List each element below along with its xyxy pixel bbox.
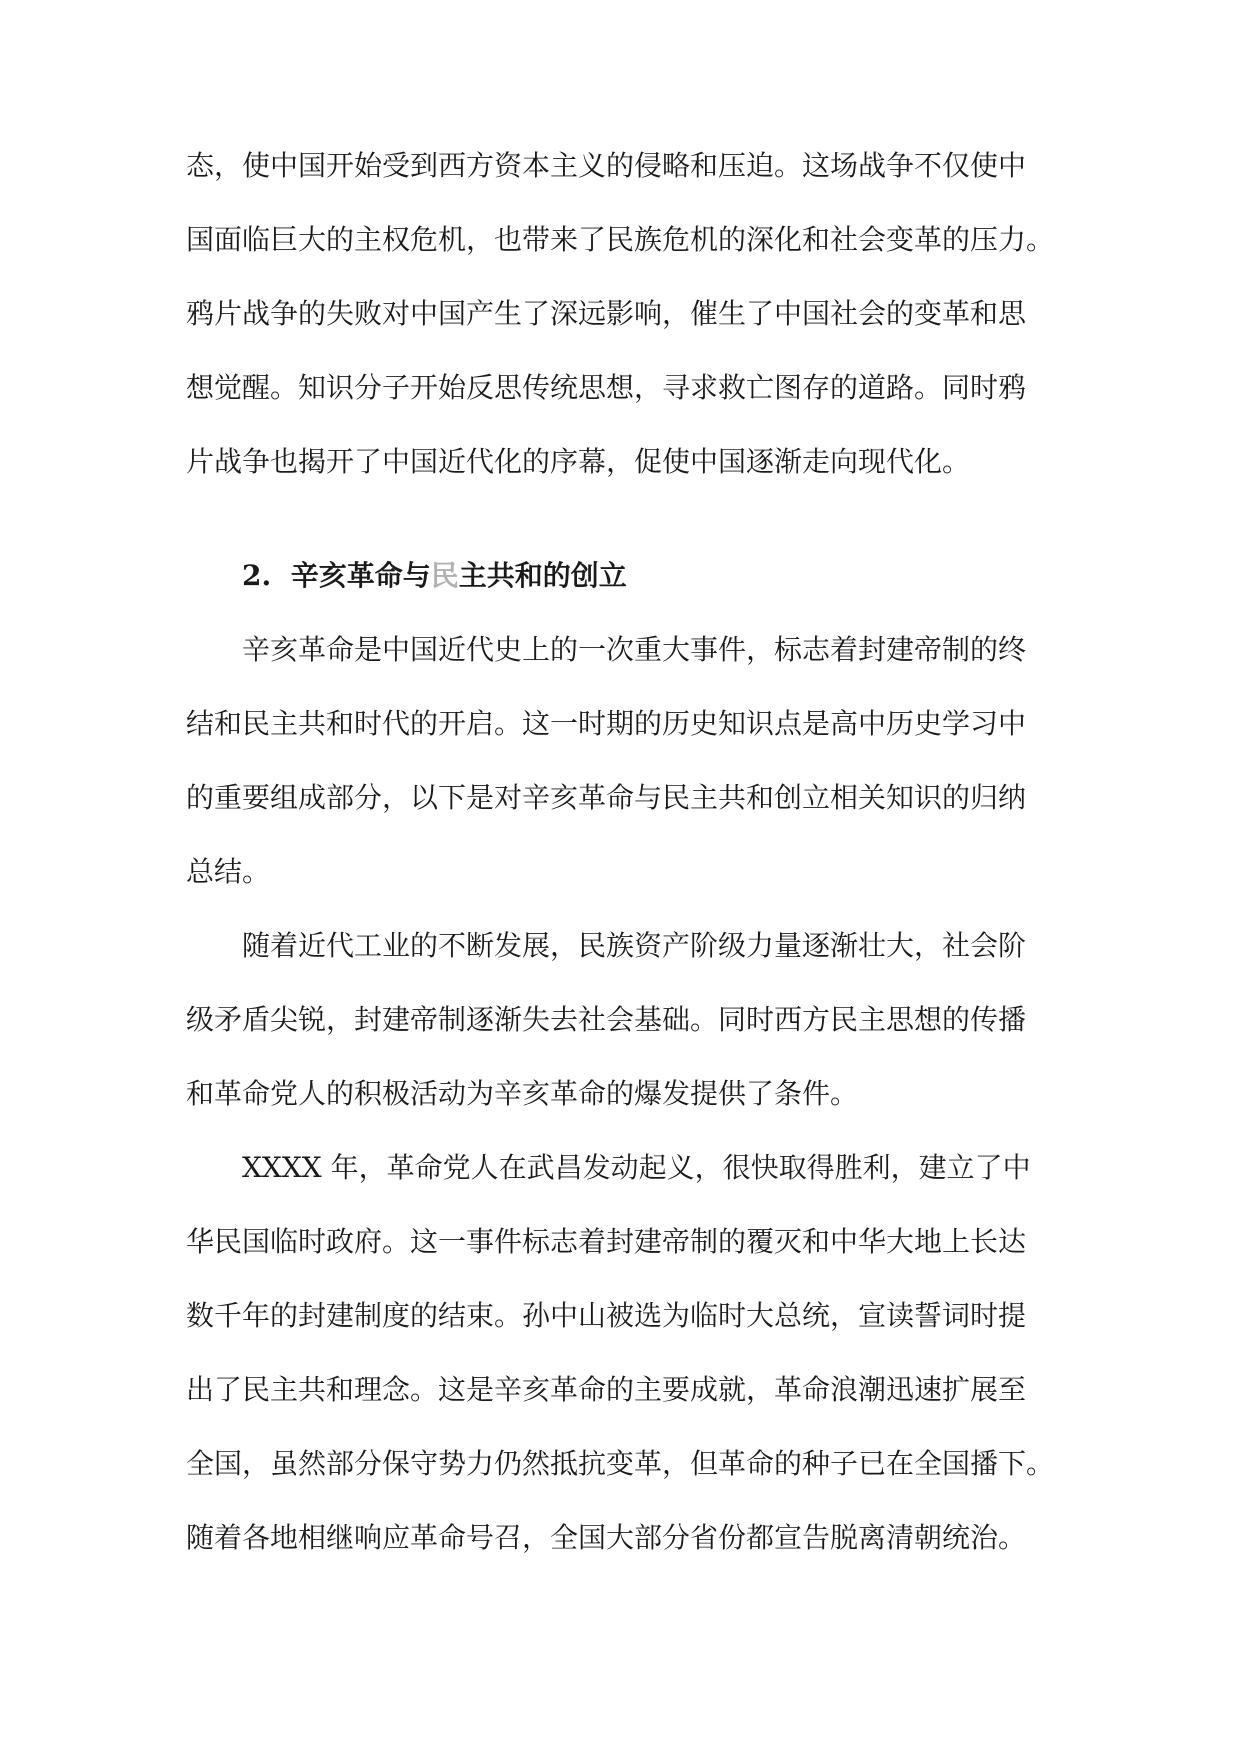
paragraph-1-line-2: 国面临巨大的主权危机，也带来了民族危机的深化和社会变革的压力。 <box>186 223 1055 256</box>
paragraph-2-line-3: 的重要组成部分，以下是对辛亥革命与民主共和创立相关知识的归纳 <box>186 781 1027 814</box>
paragraph-1-line-3: 鸦片战争的失败对中国产生了深远影响，催生了中国社会的变革和思 <box>186 297 1027 330</box>
paragraph-4-line-3: 数千年的封建制度的结束。孙中山被选为临时大总统，宣读誓词时提 <box>186 1299 1027 1332</box>
paragraph-4-line-4: 出了民主共和理念。这是辛亥革命的主要成就，革命浪潮迅速扩展至 <box>186 1373 1027 1406</box>
paragraph-4-line-1: XXXX 年，革命党人在武昌发动起义，很快取得胜利，建立了中 <box>242 1151 1031 1184</box>
paragraph-3-line-2: 级矛盾尖锐，封建帝制逐渐失去社会基础。同时西方民主思想的传播 <box>186 1003 1027 1036</box>
section-2-title-part-1: 辛亥革命与 <box>290 559 431 592</box>
paragraph-2-line-1: 辛亥革命是中国近代史上的一次重大事件，标志着封建帝制的终 <box>242 633 1027 666</box>
section-2-title-part-2: 主共和的创立 <box>458 559 627 592</box>
paragraph-2-line-2: 结和民主共和时代的开启。这一时期的历史知识点是高中历史学习中 <box>186 707 1027 740</box>
paragraph-1-line-1: 态，使中国开始受到西方资本主义的侵略和压迫。这场战争不仅使中 <box>186 149 1027 182</box>
section-2-title-highlight: 民 <box>430 559 459 592</box>
section-2-heading <box>242 556 627 596</box>
paragraph-3-line-3: 和革命党人的积极活动为辛亥革命的爆发提供了条件。 <box>186 1077 859 1110</box>
paragraph-2-line-4: 总结。 <box>186 855 271 888</box>
paragraph-1-line-4: 想觉醒。知识分子开始反思传统思想，寻求救亡图存的道路。同时鸦 <box>186 371 1027 404</box>
section-2-number: 2. <box>242 559 272 592</box>
paragraph-4-line-2: 华民国临时政府。这一事件标志着封建帝制的覆灭和中华大地上长达 <box>186 1225 1027 1258</box>
paragraph-4-line-5: 全国，虽然部分保守势力仍然抵抗变革，但革命的种子已在全国播下。 <box>186 1447 1055 1480</box>
paragraph-4-line-6: 随着各地相继响应革命号召，全国大部分省份都宣告脱离清朝统治。 <box>186 1521 1027 1554</box>
paragraph-3-line-1: 随着近代工业的不断发展，民族资产阶级力量逐渐壮大，社会阶 <box>242 929 1027 962</box>
paragraph-1-line-5: 片战争也揭开了中国近代化的序幕，促使中国逐渐走向现代化。 <box>186 445 971 478</box>
